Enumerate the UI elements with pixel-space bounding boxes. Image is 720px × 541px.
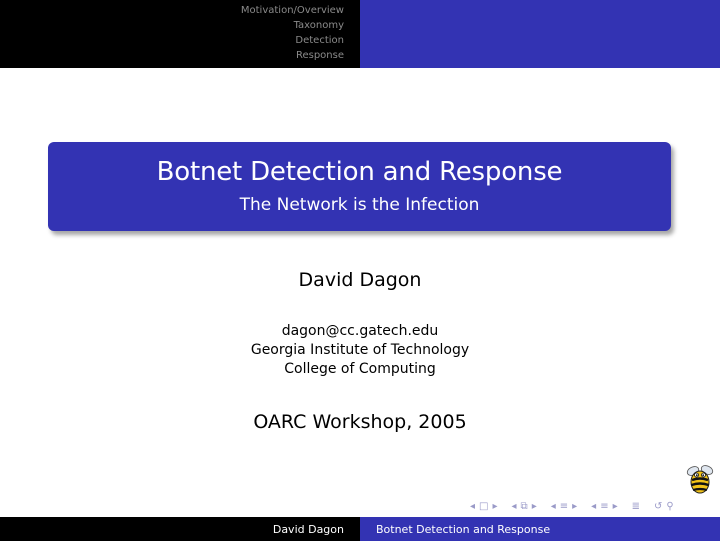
nav-left-icon[interactable]: ◂ (511, 501, 517, 512)
nav-item-taxonomy[interactable]: Taxonomy (293, 20, 344, 31)
nav-item-detection[interactable]: Detection (295, 35, 344, 46)
slide-subtitle: The Network is the Infection (239, 195, 480, 215)
nav-item-response[interactable]: Response (295, 50, 344, 61)
subsection-icon[interactable]: ⧉ (520, 501, 528, 512)
footer-author: David Dagon (272, 522, 344, 536)
footer-title-block (360, 517, 720, 541)
section-navigation (0, 0, 360, 68)
title-block (48, 142, 671, 231)
nav-right-icon[interactable]: ▸ (572, 501, 578, 512)
department: College of Computing (284, 361, 436, 377)
slide-title: Botnet Detection and Response (156, 157, 563, 187)
header-bar (0, 0, 720, 68)
author-name: David Dagon (298, 269, 422, 291)
yellow-jacket-logo (684, 464, 716, 496)
nav-right-icon[interactable]: ▸ (612, 501, 618, 512)
nav-left-icon[interactable]: ◂ (550, 501, 556, 512)
footer-author-block (0, 517, 360, 541)
nav-item-motivation[interactable]: Motivation/Overview (240, 5, 344, 16)
affiliation-block (0, 322, 720, 379)
footer-bar (0, 517, 720, 541)
event-date: OARC Workshop, 2005 (253, 411, 467, 433)
nav-left-icon[interactable]: ◂ (470, 501, 476, 512)
nav-left-icon[interactable]: ◂ (591, 501, 597, 512)
nav-right-icon[interactable]: ▸ (531, 501, 537, 512)
back-icon[interactable]: ↺ (654, 501, 663, 512)
search-icon[interactable]: ⚲ (666, 501, 674, 512)
footer-title: Botnet Detection and Response (376, 522, 551, 536)
navigation-symbols (470, 500, 674, 514)
section-icon[interactable]: ≡ (600, 501, 609, 512)
institution: Georgia Institute of Technology (250, 342, 470, 358)
nav-right-icon[interactable]: ▸ (492, 501, 498, 512)
section-icon[interactable]: ≡ (559, 501, 569, 512)
frame-icon[interactable]: □ (479, 501, 489, 512)
author-email: dagon@cc.gatech.edu (281, 323, 439, 339)
align-icon[interactable]: ≣ (631, 501, 641, 512)
header-accent-block (360, 0, 720, 68)
